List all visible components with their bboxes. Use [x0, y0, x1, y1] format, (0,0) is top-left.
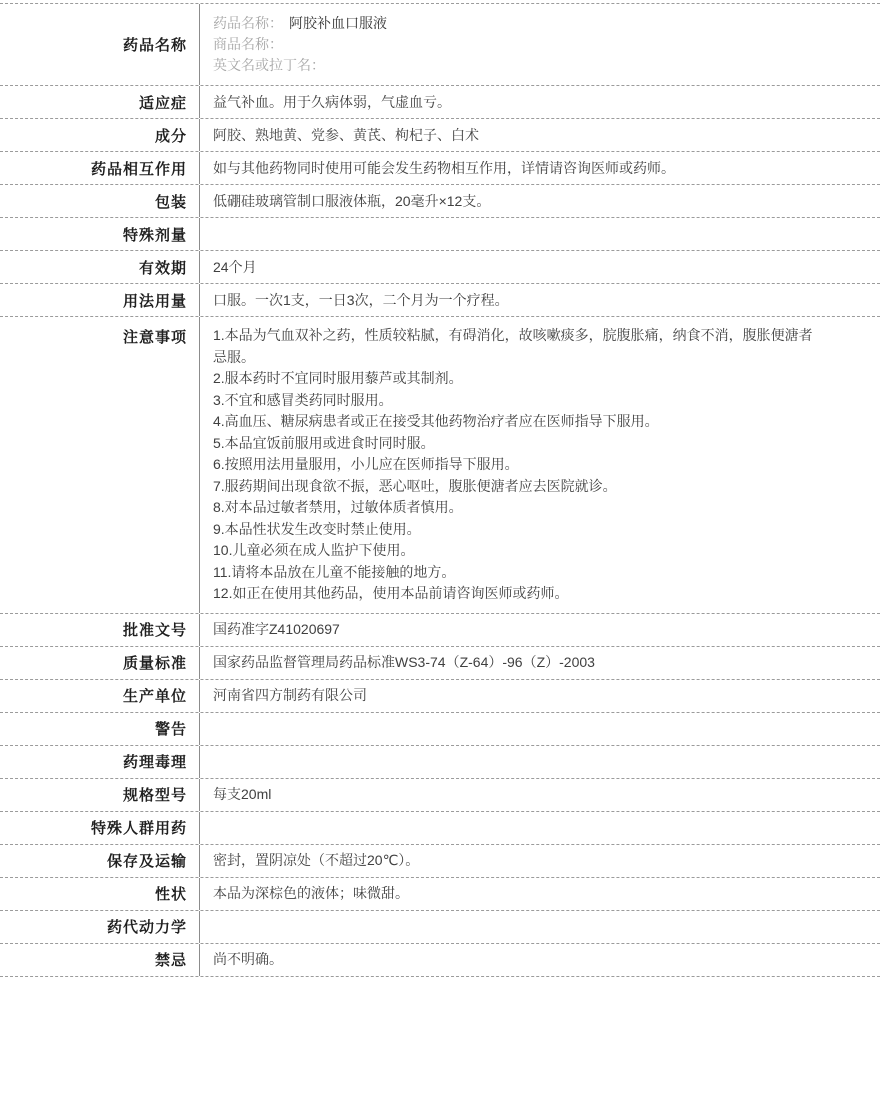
- row-label-packaging: 包装: [0, 185, 200, 217]
- field-label-latin-name: 英文名或拉丁名：: [213, 57, 325, 73]
- precaution-item: 1.本品为气血双补之药，性质较粘腻，有碍消化，故咳嗽痰多，脘腹胀痛，纳食不消，腹胀便溏者忌服。: [213, 327, 813, 365]
- row-content-manufacturer: 河南省四方制药有限公司: [213, 687, 367, 703]
- row-contraindications: [0, 944, 880, 977]
- row-label-appearance: 性状: [0, 878, 200, 910]
- row-content-special-dosage: [200, 218, 880, 250]
- row-content-packaging: 低硼硅玻璃管制口服液体瓶，20毫升×12支。: [213, 192, 491, 209]
- row-label-special-populations: 特殊人群用药: [0, 812, 200, 844]
- row-content-contraindications: 尚不明确。: [213, 951, 283, 967]
- row-dosage-usage: [0, 284, 880, 317]
- row-content-precautions: [200, 317, 880, 613]
- row-label-dosage-usage: 用法用量: [0, 284, 200, 316]
- precaution-item: 11.请将本品放在儿童不能接触的地方。: [213, 563, 456, 580]
- row-label-shelf-life: 有效期: [0, 251, 200, 283]
- row-precautions: [0, 317, 880, 614]
- row-quality-standard: [0, 647, 880, 680]
- row-special-dosage: [0, 218, 880, 251]
- row-label-quality-standard: 质量标准: [0, 647, 200, 679]
- row-label-drug-interactions: 药品相互作用: [0, 152, 200, 184]
- row-content-indications: 益气补血。用于久病体弱，气虚血亏。: [213, 93, 451, 110]
- row-drug-interactions: [0, 152, 880, 185]
- row-content-warning: [200, 713, 880, 745]
- row-content-drug-name: [200, 4, 880, 85]
- field-value-trade-name: [283, 36, 289, 52]
- precaution-item: 7.服药期间出现食欲不振，恶心呕吐，腹胀便溏者应去医院就诊。: [213, 477, 617, 494]
- row-shelf-life: [0, 251, 880, 284]
- row-label-pharmacology-toxicology: 药理毒理: [0, 746, 200, 778]
- row-indications: [0, 86, 880, 119]
- precaution-item: 10.儿童必须在成人监护下使用。: [213, 542, 415, 558]
- row-content-storage-transport: 密封，置阴凉处（不超过20℃）。: [213, 852, 420, 868]
- row-pharmacokinetics: [0, 911, 880, 944]
- precaution-item: 3.不宜和感冒类药同时服用。: [213, 391, 393, 408]
- row-content-shelf-life: 24个月: [213, 258, 257, 275]
- row-label-ingredients: 成分: [0, 119, 200, 151]
- row-content-dosage-usage: 口服。一次1支，一日3次，二个月为一个疗程。: [213, 291, 509, 308]
- precaution-item: 12.如正在使用其他药品，使用本品前请咨询医师或药师。: [213, 585, 569, 601]
- row-warning: [0, 713, 880, 746]
- row-label-drug-name: 药品名称: [0, 4, 200, 85]
- precaution-item: 9.本品性状发生改变时禁止使用。: [213, 520, 421, 537]
- row-label-manufacturer: 生产单位: [0, 680, 200, 712]
- row-label-precautions: 注意事项: [0, 317, 200, 613]
- row-drug-name: [0, 4, 880, 86]
- trade-name-line: [213, 34, 289, 55]
- field-value-latin-name: [325, 57, 331, 73]
- row-manufacturer: [0, 680, 880, 713]
- row-label-pharmacokinetics: 药代动力学: [0, 911, 200, 943]
- precaution-item: 5.本品宜饭前服用或进食时同时服。: [213, 434, 435, 451]
- row-ingredients: [0, 119, 880, 152]
- row-approval-number: [0, 614, 880, 647]
- row-packaging: [0, 185, 880, 218]
- row-label-storage-transport: 保存及运输: [0, 845, 200, 877]
- drug-info-table: [0, 3, 880, 977]
- field-value-drug-name: 阿胶补血口服液: [289, 15, 387, 31]
- field-label-drug-name: 药品名称：: [213, 15, 283, 31]
- precaution-item: 8.对本品过敏者禁用，过敏体质者慎用。: [213, 499, 463, 515]
- precaution-item: 6.按照用法用量服用，小儿应在医师指导下服用。: [213, 456, 519, 472]
- row-appearance: [0, 878, 880, 911]
- drug-name-line: [213, 13, 387, 34]
- row-content-drug-interactions: 如与其他药物同时使用可能会发生药物相互作用，详情请咨询医师或药师。: [213, 159, 675, 176]
- row-label-contraindications: 禁忌: [0, 944, 200, 976]
- row-pharmacology-toxicology: [0, 746, 880, 779]
- row-storage-transport: [0, 845, 880, 878]
- precaution-item: 2.服本药时不宜同时服用藜芦或其制剂。: [213, 370, 463, 386]
- row-special-populations: [0, 812, 880, 845]
- row-content-pharmacology-toxicology: [200, 746, 880, 778]
- row-specification: [0, 779, 880, 812]
- row-content-quality-standard: 国家药品监督管理局药品标准WS3-74（Z-64）-96（Z）-2003: [213, 654, 595, 670]
- latin-name-line: [213, 55, 331, 76]
- row-label-approval-number: 批准文号: [0, 614, 200, 646]
- field-label-trade-name: 商品名称：: [213, 36, 283, 52]
- row-label-warning: 警告: [0, 713, 200, 745]
- row-content-ingredients: 阿胶、熟地黄、党参、黄芪、枸杞子、白术: [213, 126, 479, 143]
- row-content-pharmacokinetics: [200, 911, 880, 943]
- row-label-specification: 规格型号: [0, 779, 200, 811]
- precaution-item: 4.高血压、糖尿病患者或正在接受其他药物治疗者应在医师指导下服用。: [213, 413, 659, 429]
- row-content-appearance: 本品为深棕色的液体；味微甜。: [213, 885, 409, 901]
- row-label-special-dosage: 特殊剂量: [0, 218, 200, 250]
- row-content-special-populations: [200, 812, 880, 844]
- row-label-indications: 适应症: [0, 86, 200, 118]
- row-content-specification: 每支20ml: [213, 786, 272, 802]
- row-content-approval-number: 国药准字Z41020697: [213, 621, 340, 637]
